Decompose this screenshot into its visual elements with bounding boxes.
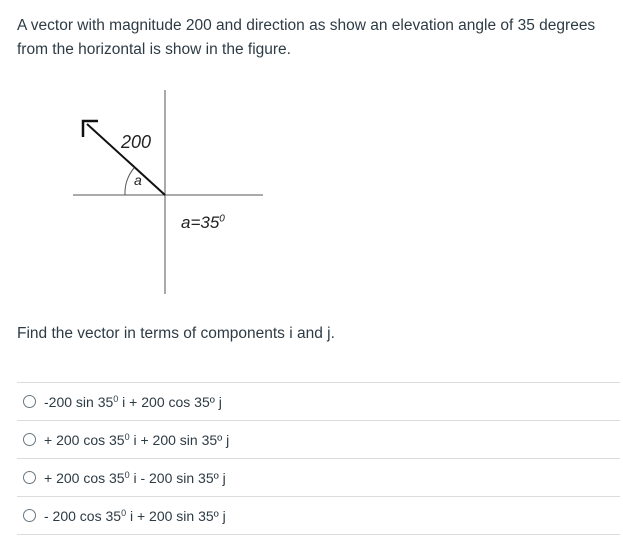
magnitude-label: 200 [121,132,152,152]
answer-label: -200 $\sin 35^0$ i + 200 cos 35º j [44,393,222,410]
answer-label: + 200 $\cos 35^0$ i - 200 sin 35º j [44,469,226,486]
radio-button[interactable] [23,433,36,446]
answer-option[interactable] [17,459,620,497]
radio-button[interactable] [23,395,36,408]
answer-option[interactable] [17,383,620,421]
radio-button[interactable] [23,509,36,522]
degree-mark: 0 [219,213,225,225]
answer-option[interactable] [17,421,620,459]
answer-list [17,382,620,535]
vector-arrowhead [83,121,98,137]
prompt-text: Find the vector in terms of components i and j. [17,325,335,342]
answer-label: - 200 $\cos 35^0$ i + 200 sin 35º j [44,507,226,524]
answer-option[interactable] [17,497,620,535]
radio-button[interactable] [23,471,36,484]
vector-figure [70,88,270,298]
question-text: A vector with magnitude 200 and direction as show an elevation angle of 35 degrees from the horizontal is show in the figure. [17,17,596,58]
answer-label: + 200 $\cos 35^0$ i + 200 sin 35º j [44,431,230,448]
angle-value-label: $a=35^0$ [181,213,225,232]
vector-diagram [70,88,270,298]
angle-arc [125,168,134,195]
angle-symbol: a [134,172,142,188]
